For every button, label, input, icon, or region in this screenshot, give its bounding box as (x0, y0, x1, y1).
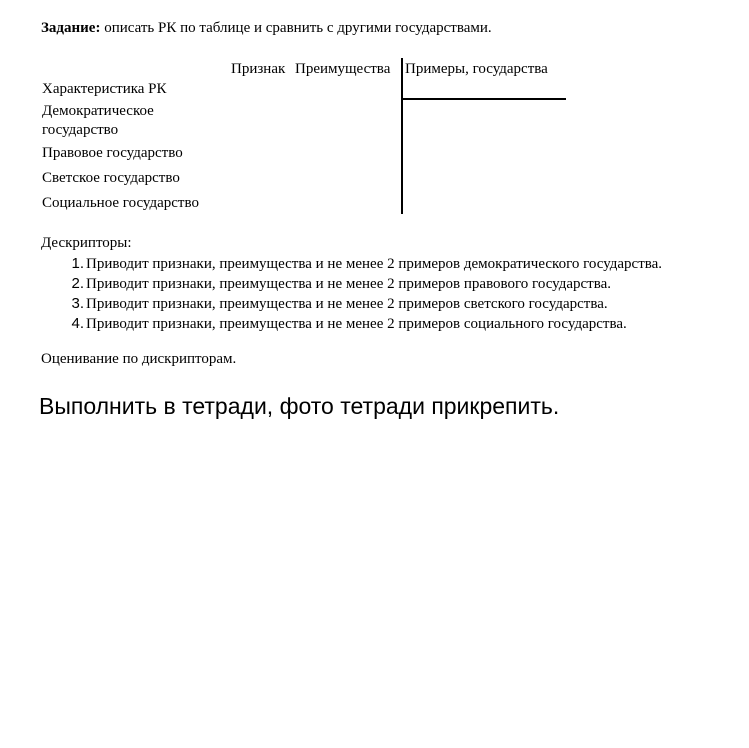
table-vertical-divider (401, 58, 403, 214)
table-horizontal-divider (402, 98, 566, 100)
instruction-text: Выполнить в тетради, фото тетради прикрепить. (39, 393, 560, 419)
header-feature: Признак (231, 61, 286, 77)
header-advantages: Преимущества (295, 61, 391, 77)
header-examples: Примеры, государства (405, 61, 548, 77)
row-secular-state: Светское государство (42, 170, 180, 186)
descriptor-item (62, 314, 662, 334)
descriptor-text: Приводит признаки, преимущества и не менее 2 примеров правового государства. (86, 276, 612, 292)
descriptor-number: 3. (71, 295, 84, 312)
assessment-text: Оценивание по дискрипторам. (41, 351, 237, 367)
descriptor-number: 2. (71, 275, 84, 292)
descriptor-item (62, 254, 662, 274)
descriptor-text: Приводит признаки, преимущества и не менее 2 примеров демократического государства. (86, 256, 663, 272)
row-social-state: Социальное государство (42, 195, 199, 211)
task-line (41, 20, 492, 37)
descriptor-text: Приводит признаки, преимущества и не менее 2 примеров светского государства. (86, 296, 608, 312)
row-legal-state: Правовое государство (42, 145, 183, 161)
descriptor-number: 1. (71, 255, 84, 272)
descriptors-list (62, 254, 662, 334)
task-text: описать РК по таблице и сравнить с другими государствами. (100, 20, 492, 36)
task-label: Задание: (41, 20, 101, 36)
row-rk-characteristic: Характеристика РК (42, 81, 167, 97)
descriptor-text: Приводит признаки, преимущества и не менее 2 примеров социального государства. (86, 316, 627, 332)
row-democratic-state: Демократическое государство (42, 103, 154, 138)
descriptor-item (62, 274, 662, 294)
descriptor-number: 4. (71, 315, 84, 332)
descriptors-title: Дескрипторы: (41, 235, 132, 251)
descriptor-item (62, 294, 662, 314)
